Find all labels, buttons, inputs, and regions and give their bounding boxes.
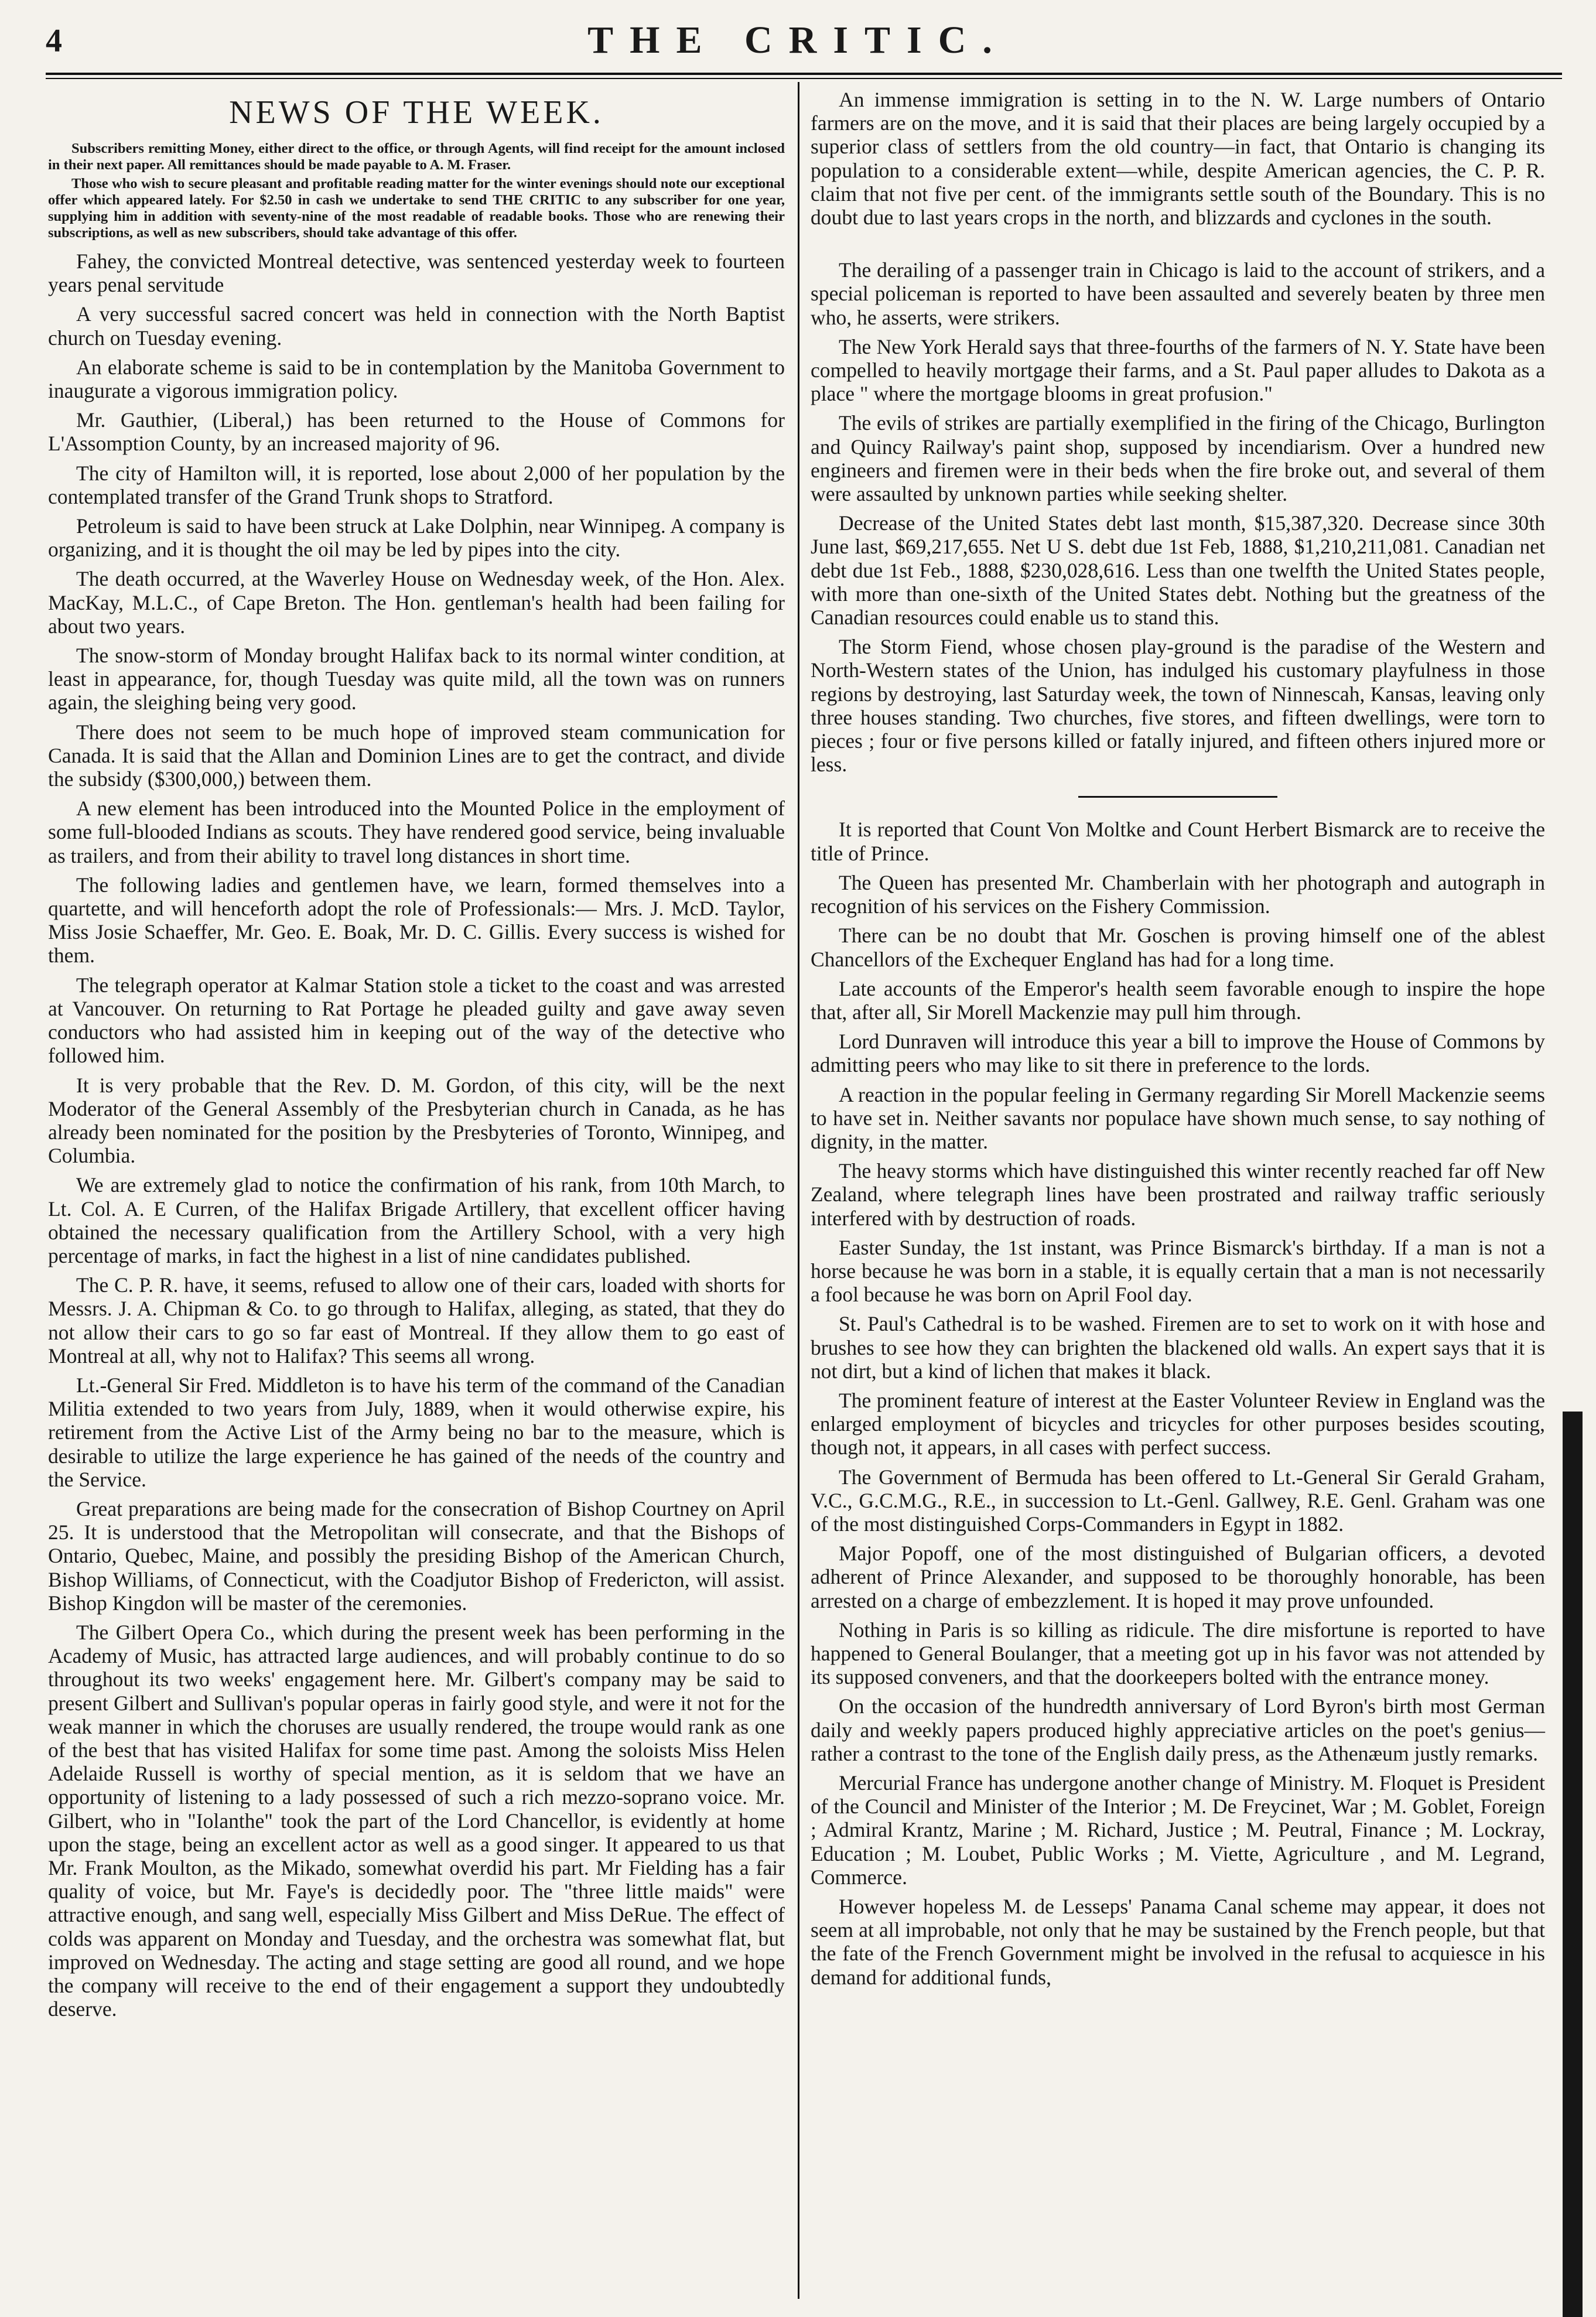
news-item: The New York Herald says that three-fourths of the farmers of N. Y. State have been compelled to heavily mortgage their farms, and a St. Paul paper alludes to Dakota as a place " where the mortgage blooms in great profusion." [811, 334, 1545, 406]
right-column [811, 88, 1545, 2306]
news-item: The prominent feature of interest at the Easter Volunteer Review in England was the enlarged employment of bicycles and tricycles for other purposes besides scouting, though not, it appears, in all cases with perfect success. [811, 1388, 1545, 1460]
news-item: We are extremely glad to notice the confirmation of his rank, from 10th March, to Lt. Col. A. E Curren, of the Halifax Brigade Artillery, that excellent officer having obtained the necessary qualification from the Artillery School, with a very high percentage of marks, in fact the highest in a list of nine candidates published. [48, 1173, 785, 1267]
news-item: The snow-storm of Monday brought Halifax back to its normal winter condition, at least in appearance, for, though Tuesday was quite mild, all the town was on runners again, the sleighing being very good. [48, 644, 785, 715]
news-item: It is reported that Count Von Moltke and Count Herbert Bismarck are to receive the title of Prince. [811, 818, 1545, 865]
news-item: Those who wish to secure pleasant and profitable reading matter for the winter evenings should note our exceptional offer which appeared lately. For $2.50 in cash we undertake to send THE CRITIC to any subscriber for one year, supplying him in addition with seventy-nine of the most readable of readable books. Those who are renewing their subscriptions, as well as new subscribers, should take advantage of this offer. [48, 176, 785, 241]
news-item: Major Popoff, one of the most distinguished of Bulgarian officers, a devoted adherent of Prince Alexander, and supposed to be thoroughly honorable, has been arrested on a charge of embezzlement. It is hoped it may prove unfounded. [811, 1542, 1545, 1612]
news-item: Great preparations are being made for the consecration of Bishop Courtney on April 25. It is understood that the Metropolitan will consecrate, and that the Bishops of Ontario, Quebec, Maine, and possibly the presiding Bishop of the American Church, Bishop Williams, of Connecticut, with the Coadjutor Bishop of Fredericton, will assist. Bishop Kingdon will be master of the ceremonies. [48, 1496, 785, 1615]
news-item: The C. P. R. have, it seems, refused to allow one of their cars, loaded with shorts for Messrs. J. A. Chipman & Co. to go through to Halifax, alleging, as stated, that they do not allow their cars to go so far east of Montreal. If they allow them to go east of Montreal at all, why not to Halifax? This seems all wrong. [48, 1273, 785, 1368]
header-rule-thin [46, 78, 1562, 79]
news-item: Lord Dunraven will introduce this year a bill to improve the House of Commons by admitting peers who may like to sit there in preference to the lords. [811, 1030, 1545, 1077]
section-title: NEWS OF THE WEEK. [229, 94, 604, 131]
news-item: It is very probable that the Rev. D. M. Gordon, of this city, will be the next Moderator of the General Assembly of the Presbyterian church in Canada, as he has already been nominated for the position by the Presbyteries of Toronto, Winnipeg, and Columbia. [48, 1073, 785, 1168]
masthead: THE CRITIC. [587, 19, 1009, 61]
news-item: The heavy storms which have distinguished this winter recently reached far off New Zealand, where telegraph lines have been prostrated and railway traffic seriously interfered with by destruction of roads. [811, 1159, 1545, 1230]
right-news-group-a [811, 88, 1545, 229]
news-item: Late accounts of the Emperor's health seem favorable enough to inspire the hope that, after all, Sir Morell Mackenzie may pull him through. [811, 976, 1545, 1024]
news-item: The derailing of a passenger train in Chicago is laid to the account of strikers, and a special policeman is reported to have been assaulted and severely beaten by three men who, he asserts, were strikers. [811, 258, 1545, 329]
right-news-group-c [811, 818, 1545, 1988]
news-item: Fahey, the convicted Montreal detective, was sentenced yesterday week to fourteen years penal servitude [48, 250, 785, 297]
page-number: 4 [46, 23, 62, 59]
subscriber-notice [48, 141, 785, 241]
news-item: The Storm Fiend, whose chosen play-ground is the paradise of the Western and North-Western states of the Union, has indulged his customary playfulness in those regions by destroying, last Saturday week, the town of Ninnescah, Kansas, leaving only three houses standing. Two churches, five stores, and fifteen dwellings, were torn to pieces ; four or five persons killed or fatally injured, and fifteen others injured more or less. [811, 635, 1545, 777]
news-item: The death occurred, at the Waverley House on Wednesday week, of the Hon. Alex. MacKay, M.L.C., of Cape Breton. The Hon. gentleman's health had been failing for about two years. [48, 567, 785, 638]
news-item: The city of Hamilton will, it is reported, lose about 2,000 of her population by the contemplated transfer of the Grand Trunk shops to Stratford. [48, 461, 785, 508]
news-item: A reaction in the popular feeling in Germany regarding Sir Morell Mackenzie seems to have set in. Neither savants nor populace have shown much sense, to say nothing of dignity, in the matter. [811, 1082, 1545, 1153]
news-item: The following ladies and gentlemen have, we learn, formed themselves into a quartette, and will henceforth adopt the role of Professionals:— Mrs. J. McD. Taylor, Miss Josie Schaeffer, Mr. Geo. E. Boak, Mr. D. C. Gillis. Every success is wished for them. [48, 873, 785, 968]
news-item: The Queen has presented Mr. Chamberlain with her photograph and autograph in recognition of his services on the Fishery Commission. [811, 870, 1545, 918]
news-item: St. Paul's Cathedral is to be washed. Firemen are to set to work on it with hose and brushes to see how they can brighten the blackened old walls. An expert says that it is not dirt, but a kind of lichen that makes it black. [811, 1312, 1545, 1383]
news-item: Lt.-General Sir Fred. Middleton is to have his term of the command of the Canadian Militia extended to two years from July, 1889, when it would otherwise expire, his retirement from the Active List of the Army being no bar to the measure, which is desirable to utilize the large experience he has gained of the needs of the country and the Service. [48, 1373, 785, 1491]
page-edge-shadow [1563, 1412, 1583, 2317]
news-item: A very successful sacred concert was held in connection with the North Baptist church on Tuesday evening. [48, 302, 785, 350]
news-item: However hopeless M. de Lesseps' Panama Canal scheme may appear, it does not seem at all improbable, not only that he may be sustained by the French people, but that the fate of the French Government might be involved in the refusal to acquiesce in his demand for additional funds, [811, 1895, 1545, 1989]
news-item: The evils of strikes are partially exemplified in the firing of the Chicago, Burlington and Quincy Railway's paint shop, supposed by incendiarism. Over a hundred new engineers and firemen were in their beds when the fire broke out, and several of them were assaulted by unknown parties while seeking shelter. [811, 411, 1545, 506]
group-spacer [811, 235, 1545, 258]
news-item: On the occasion of the hundredth anniversary of Lord Byron's birth most German daily and weekly papers produced highly appreciative articles on the poet's genius—rather a contrast to the tone of the English daily press, as the Athenæum justly remarks. [811, 1694, 1545, 1765]
section-separator [1078, 796, 1277, 798]
news-item: The Gilbert Opera Co., which during the present week has been performing in the Academy of Music, has attracted large audiences, and will probably continue to do so throughout its two weeks' engagement here. Mr. Gilbert's company may be said to present Gilbert and Sullivan's popular operas in fairly good style, and were it not for the weak manner in which the choruses are usually rendered, the troupe would rank as one of the best that has visited Halifax for some time past. Among the soloists Miss Helen Adelaide Russell is worthy of special mention, as it is seldom that we have an opportunity of listening to a lady possessed of such a rich mezzo-soprano voice. Mr. Gilbert, who in "Iolanthe" took the part of the Lord Chancellor, is evidently at home upon the stage, being an excellent actor as well as a good singer. It appeared to us that Mr. Frank Moulton, as the Mikado, somewhat overdid his part. Mr Fielding has a fair quality of voice, but Mr. Faye's is decidedly poor. The "three little maids" were attractive enough, and sang well, especially Miss Gilbert and Miss DeRue. The effect of colds was apparent on Monday and Tuesday, and the orchestra was somewhat flat, but improved on Wednesday. The acting and stage setting are good all round, and we hope the company will receive to the end of their engagement a support they undoubtedly deserve. [48, 1620, 785, 2021]
news-item: Easter Sunday, the 1st instant, was Prince Bismarck's birthday. If a man is not a horse because he was born in a stable, it is equally certain that a man is not necessarily a fool because he was born on April Fool day. [811, 1235, 1545, 1307]
news-item: A new element has been introduced into the Mounted Police in the employment of some full-blooded Indians as scouts. They have rendered good service, being invaluable as trailers, and from their ability to travel long distances in short time. [48, 797, 785, 867]
column-divider [798, 82, 799, 2299]
news-item: Decrease of the United States debt last month, $15,387,320. Decrease since 30th June last, $69,217,655. Net U S. debt due 1st Feb, 1888, $1,210,211,081. Canadian net debt due 1st Feb., 1888, $230,028,616. Less than one twelfth the United States people, with more than one-sixth of the United States debt. Nothing but the greatness of the Canadian resources could enable us to stand this. [811, 511, 1545, 630]
news-item: An immense immigration is setting in to the N. W. Large numbers of Ontario farmers are on the move, and it is said that their places are being largely occupied by a superior class of settlers from the old country—in fact, that Ontario is changing its population to a considerable extent—while, despite American agencies, the C. P. R. claim that not five per cent. of the immigrants settle south of the Boundary. This is no doubt due to last years crops in the north, and blizzards and cyclones in the south. [811, 88, 1545, 230]
left-column [48, 88, 785, 2306]
header-rule [46, 73, 1562, 75]
news-item: There does not seem to be much hope of improved steam communication for Canada. It is said that the Allan and Dominion Lines are to get the contract, and divide the subsidy ($300,000,) between them. [48, 720, 785, 791]
news-item: The telegraph operator at Kalmar Station stole a ticket to the coast and was arrested at Vancouver. On returning to Rat Portage he pleaded guilty and gave away seven conductors who had assisted him in keeping out of the way of the detective who followed him. [48, 973, 785, 1068]
news-item: Mr. Gauthier, (Liberal,) has been returned to the House of Commons for L'Assomption County, by an increased majority of 96. [48, 408, 785, 456]
right-news-group-b [811, 258, 1545, 776]
news-item: There can be no doubt that Mr. Goschen is proving himself one of the ablest Chancellors of the Exchequer England has had for a long time. [811, 924, 1545, 971]
news-item: An elaborate scheme is said to be in contemplation by the Manitoba Government to inaugurate a vigorous immigration policy. [48, 355, 785, 403]
news-item: Petroleum is said to have been struck at Lake Dolphin, near Winnipeg. A company is organizing, and it is thought the oil may be led by pipes into the city. [48, 514, 785, 562]
news-item: Nothing in Paris is so killing as ridicule. The dire misfortune is reported to have happened to General Boulanger, that a meeting got up in his favor was not attended by its supposed conveners, and that the doorkeepers bolted with the entrance money. [811, 1618, 1545, 1689]
left-news-items [48, 250, 785, 2021]
news-item: Mercurial France has undergone another change of Ministry. M. Floquet is President of the Council and Minister of the Interior ; M. De Freycinet, War ; M. Goblet, Foreign ; Admiral Krantz, Marine ; M. Richard, Justice ; M. Peutral, Finance ; M. Lockray, Education ; M. Loubet, Public Works ; M. Viette, Agriculture , and M. Legrand, Commerce. [811, 1771, 1545, 1889]
news-item: The Government of Bermuda has been offered to Lt.-General Sir Gerald Graham, V.C., G.C.M.G., R.E., in succession to Lt.-Genl. Gallwey, R.E. Genl. Graham was one of the most distinguished Corps-Commanders in Egypt in 1882. [811, 1465, 1545, 1536]
news-item: Subscribers remitting Money, either direct to the office, or through Agents, will find receipt for the amount inclosed in their next paper. All remittances should be made payable to A. M. Fraser. [48, 141, 785, 173]
